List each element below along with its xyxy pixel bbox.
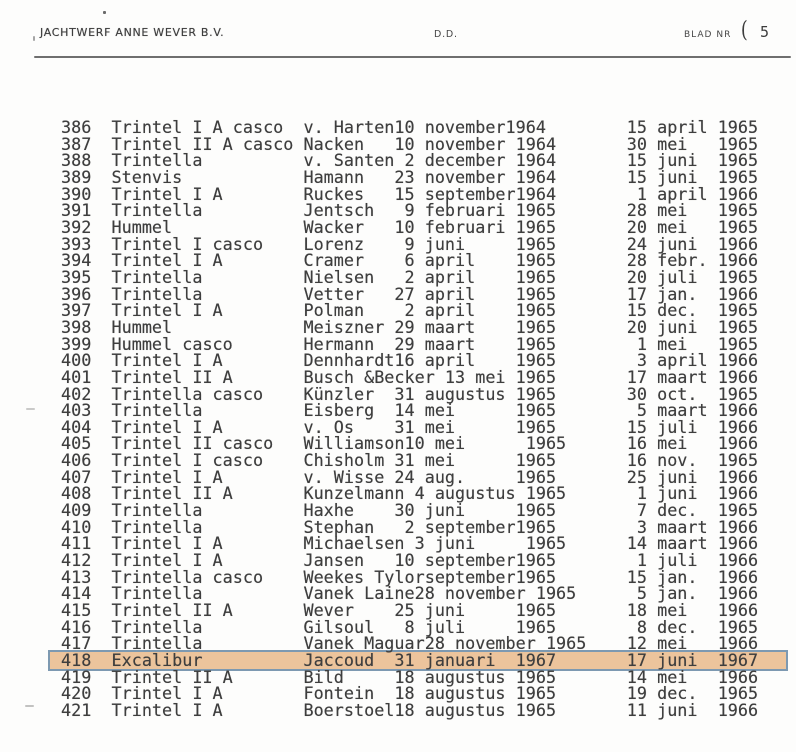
- table-row: 398 Hummel Meiszner 29 maart 1965 20 juni 1965: [61, 316, 759, 337]
- table-row: 417 Trintella Vanek Maguar28 november 1965 12 mei 1966: [61, 633, 759, 654]
- page-number-label: BLAD NR: [684, 30, 732, 40]
- table-row: 395 Trintella Nielsen 2 april 1965 20 juli 1965: [61, 266, 759, 287]
- table-row: 413 Trintella casco Weekes Tylorseptember1965 15 jan. 1966: [61, 566, 759, 587]
- scan-artifact: [103, 11, 106, 14]
- table-row: 405 Trintel II casco Williamson10 mei 1965 16 mei 1966: [61, 433, 759, 454]
- table-row: 409 Trintella Haxhe 30 juni 1965 7 dec. 1965: [61, 500, 759, 521]
- table-row: 419 Trintel II A Bild 18 augustus 1965 14 mei 1966: [61, 666, 759, 687]
- page-number: 5: [760, 23, 770, 41]
- page-number-paren: (: [740, 18, 748, 43]
- table-row: 394 Trintel I A Cramer 6 april 1965 28 febr. 1966: [61, 250, 759, 271]
- table-row: 399 Hummel casco Hermann 29 maart 1965 1 mei 1965: [61, 333, 759, 354]
- scan-artifact: [25, 705, 34, 707]
- table-row: 386 Trintel I A casco v. Harten10 november1964 15 april 1965: [61, 117, 759, 137]
- table-row: 396 Trintella Vetter 27 april 1965 17 jan. 1966: [61, 283, 759, 304]
- table-row: 416 Trintella Gilsoul 8 juli 1965 8 dec. 1965: [61, 616, 759, 637]
- table-row: 388 Trintella v. Santen 2 december 1964 15 juni 1965: [61, 150, 759, 171]
- table-row: 389 Stenvis Hamann 23 november 1964 15 juni 1965: [61, 166, 759, 187]
- table-row: 414 Trintella Vanek Laine28 november 1965 5 jan. 1966: [61, 583, 759, 604]
- table-row: 421 Trintel I A Boerstoel18 augustus 1965 11 juni 1966: [61, 699, 759, 720]
- ledger-table: [61, 119, 758, 719]
- table-row: 415 Trintel II A Wever 25 juni 1965 18 mei 1966: [61, 600, 759, 621]
- table-row: 406 Trintel I casco Chisholm 31 mei 1965 16 nov. 1965: [61, 450, 759, 471]
- table-row: 420 Trintel I A Fontein 18 augustus 1965 19 dec. 1965: [61, 683, 759, 704]
- scan-artifact: [33, 36, 35, 41]
- table-row: 392 Hummel Wacker 10 februari 1965 20 mei 1965: [61, 216, 759, 237]
- table-row: 387 Trintel II A casco Nacken 10 november 1964 30 mei 1965: [61, 133, 759, 154]
- table-row: 411 Trintel I A Michaelsen 3 juni 1965 14 maart 1966: [61, 533, 759, 554]
- table-row: 391 Trintella Jentsch 9 februari 1965 28 mei 1965: [61, 200, 759, 221]
- company-name: JACHTWERF ANNE WEVER B.V.: [40, 26, 225, 39]
- table-row: 404 Trintel I A v. Os 31 mei 1965 15 juli 1966: [61, 416, 759, 437]
- scan-artifact: [26, 408, 35, 410]
- table-row: 410 Trintella Stephan 2 september1965 3 maart 1966: [61, 516, 759, 537]
- date-column-label: D.D.: [434, 29, 458, 40]
- table-row: 402 Trintella casco Künzler 31 augustus 1965 30 oct. 1965: [61, 383, 759, 404]
- table-row: 401 Trintel II A Busch &Becker 13 mei 1965 17 maart 1966: [61, 366, 759, 387]
- table-row: 407 Trintel I A v. Wisse 24 aug. 1965 25 juni 1966: [61, 466, 759, 487]
- table-row: 412 Trintel I A Jansen 10 september1965 1 juli 1966: [61, 550, 759, 571]
- table-row: 408 Trintel II A Kunzelmann 4 augustus 1965 1 juni 1966: [61, 483, 759, 504]
- table-row: 400 Trintel I A Dennhardt16 april 1965 3 april 1966: [61, 350, 759, 371]
- header-rule: [34, 56, 791, 58]
- table-row: 397 Trintel I A Polman 2 april 1965 15 dec. 1965: [61, 300, 759, 321]
- table-row: 403 Trintella Eisberg 14 mei 1965 5 maart 1966: [61, 400, 759, 421]
- table-row: 390 Trintel I A Ruckes 15 september1964 1 april 1966: [61, 183, 759, 204]
- table-row: 393 Trintel I casco Lorenz 9 juni 1965 24 juni 1966: [61, 233, 759, 254]
- table-row: 418 Excalibur Jaccoud 31 januari 1967 17 juni 1967: [61, 650, 759, 670]
